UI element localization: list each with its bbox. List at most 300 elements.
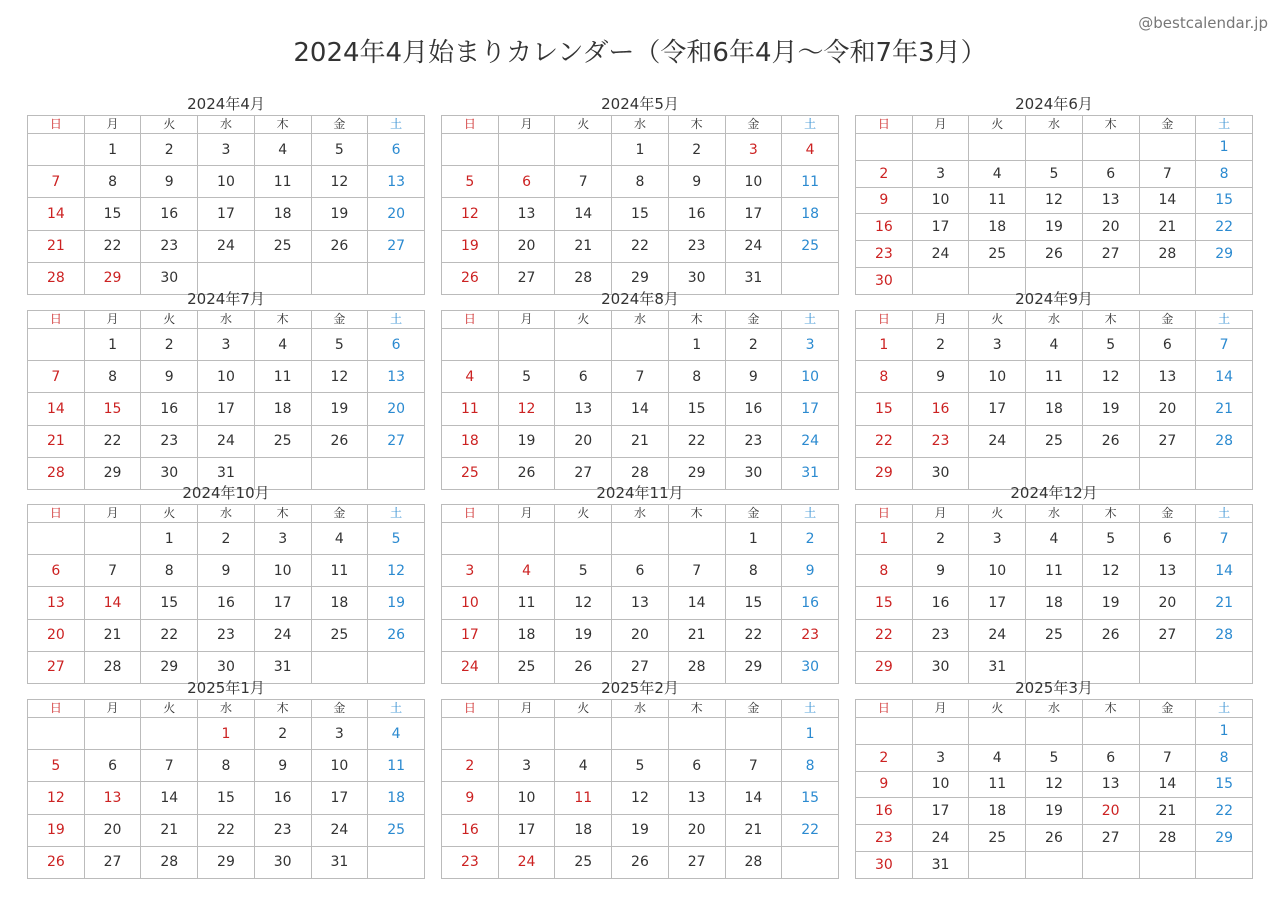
weekday-header: 木 <box>1082 116 1139 134</box>
day-cell: 30 <box>254 846 311 878</box>
weekday-header: 水 <box>198 505 255 523</box>
day-cell: 24 <box>311 814 368 846</box>
day-cell: 25 <box>254 425 311 457</box>
weekday-header: 月 <box>84 505 141 523</box>
day-cell: 18 <box>1026 587 1083 619</box>
weekday-header: 火 <box>141 700 198 718</box>
empty-cell <box>442 329 499 361</box>
weekday-header-row <box>856 116 1253 134</box>
week-row <box>28 814 425 846</box>
day-cell: 8 <box>612 166 669 198</box>
weekday-header-row <box>28 311 425 329</box>
day-cell: 5 <box>311 134 368 166</box>
weekday-header: 土 <box>368 700 425 718</box>
day-cell: 16 <box>254 782 311 814</box>
day-cell: 4 <box>254 134 311 166</box>
weekday-header: 木 <box>1082 311 1139 329</box>
day-cell: 25 <box>311 619 368 651</box>
day-cell: 11 <box>368 750 425 782</box>
day-cell: 25 <box>969 241 1026 268</box>
day-cell: 16 <box>668 198 725 230</box>
empty-cell <box>612 329 669 361</box>
day-cell: 20 <box>1139 393 1196 425</box>
empty-cell <box>1026 718 1083 745</box>
week-row <box>856 587 1253 619</box>
day-cell: 21 <box>1196 393 1253 425</box>
empty-cell <box>28 134 85 166</box>
weekday-header: 水 <box>1026 116 1083 134</box>
week-row <box>28 166 425 198</box>
empty-cell <box>555 718 612 750</box>
weekday-header: 火 <box>969 311 1026 329</box>
day-cell: 9 <box>198 555 255 587</box>
day-cell: 1 <box>668 329 725 361</box>
weekday-header: 金 <box>725 505 782 523</box>
month-table <box>855 504 1253 684</box>
day-cell: 2 <box>254 718 311 750</box>
day-cell: 12 <box>1082 361 1139 393</box>
day-cell: 10 <box>198 166 255 198</box>
week-row <box>28 555 425 587</box>
day-cell: 10 <box>912 771 969 798</box>
day-cell: 17 <box>498 814 555 846</box>
day-cell: 10 <box>725 166 782 198</box>
week-row <box>442 782 839 814</box>
day-cell: 6 <box>368 134 425 166</box>
day-cell: 31 <box>254 651 311 683</box>
day-cell: 15 <box>1196 187 1253 214</box>
day-cell: 30 <box>912 457 969 489</box>
weekday-header: 木 <box>668 505 725 523</box>
day-cell: 27 <box>1139 425 1196 457</box>
day-cell: 25 <box>498 651 555 683</box>
day-cell: 4 <box>254 329 311 361</box>
day-cell: 19 <box>311 198 368 230</box>
day-cell: 12 <box>1026 187 1083 214</box>
day-cell: 19 <box>498 425 555 457</box>
day-cell: 9 <box>141 166 198 198</box>
day-cell: 23 <box>912 425 969 457</box>
day-cell: 19 <box>1026 214 1083 241</box>
day-cell: 9 <box>141 361 198 393</box>
day-cell: 20 <box>498 230 555 262</box>
day-cell: 23 <box>668 230 725 262</box>
day-cell: 7 <box>141 750 198 782</box>
day-cell: 5 <box>368 523 425 555</box>
day-cell: 1 <box>84 329 141 361</box>
day-cell: 7 <box>555 166 612 198</box>
month-title: 2024年7月 <box>187 290 265 308</box>
month-calendar <box>441 677 839 879</box>
weekday-header: 金 <box>1139 116 1196 134</box>
weekday-header: 火 <box>141 311 198 329</box>
day-cell: 25 <box>555 846 612 878</box>
day-cell: 28 <box>1196 425 1253 457</box>
day-cell: 10 <box>254 555 311 587</box>
weekday-header: 土 <box>782 505 839 523</box>
day-cell: 21 <box>1139 214 1196 241</box>
week-row <box>442 587 839 619</box>
day-cell: 15 <box>725 587 782 619</box>
day-cell: 20 <box>555 425 612 457</box>
month-table <box>441 504 839 684</box>
weekday-header: 水 <box>1026 505 1083 523</box>
weekday-header: 土 <box>1196 311 1253 329</box>
day-cell: 9 <box>782 555 839 587</box>
day-cell: 3 <box>442 555 499 587</box>
day-cell: 24 <box>912 241 969 268</box>
day-cell: 12 <box>498 393 555 425</box>
day-cell: 9 <box>254 750 311 782</box>
month-title: 2025年1月 <box>187 679 265 697</box>
week-row <box>28 198 425 230</box>
empty-cell <box>725 718 782 750</box>
day-cell: 27 <box>668 846 725 878</box>
day-cell: 28 <box>28 457 85 489</box>
day-cell: 25 <box>969 825 1026 852</box>
day-cell: 2 <box>141 329 198 361</box>
day-cell: 9 <box>856 771 913 798</box>
weekday-header: 木 <box>668 116 725 134</box>
weekday-header-row <box>856 311 1253 329</box>
day-cell: 7 <box>28 166 85 198</box>
day-cell: 16 <box>782 587 839 619</box>
day-cell: 11 <box>1026 555 1083 587</box>
week-row <box>28 425 425 457</box>
weekday-header: 水 <box>198 700 255 718</box>
day-cell: 9 <box>912 555 969 587</box>
month-calendar <box>27 93 425 295</box>
month-table <box>855 310 1253 490</box>
day-cell: 30 <box>856 851 913 878</box>
day-cell: 15 <box>198 782 255 814</box>
weekday-header: 木 <box>254 505 311 523</box>
weekday-header-row <box>28 700 425 718</box>
month-title: 2024年8月 <box>601 290 679 308</box>
week-row <box>28 846 425 878</box>
day-cell: 21 <box>1196 587 1253 619</box>
month-calendar <box>441 93 839 295</box>
day-cell: 22 <box>198 814 255 846</box>
day-cell: 25 <box>442 457 499 489</box>
day-cell: 21 <box>141 814 198 846</box>
day-cell: 16 <box>856 798 913 825</box>
day-cell: 23 <box>912 619 969 651</box>
day-cell: 15 <box>84 393 141 425</box>
weekday-header-row <box>442 700 839 718</box>
day-cell: 20 <box>368 198 425 230</box>
week-row <box>28 523 425 555</box>
day-cell: 6 <box>1139 329 1196 361</box>
day-cell: 3 <box>969 523 1026 555</box>
weekday-header: 火 <box>555 116 612 134</box>
day-cell: 9 <box>442 782 499 814</box>
day-cell: 6 <box>1139 523 1196 555</box>
weekday-header: 火 <box>555 505 612 523</box>
week-row <box>442 198 839 230</box>
month-title: 2024年10月 <box>182 484 270 502</box>
weekday-header: 水 <box>612 116 669 134</box>
weekday-header: 日 <box>28 116 85 134</box>
day-cell: 12 <box>311 361 368 393</box>
weekday-header-row <box>856 700 1253 718</box>
empty-cell <box>1082 851 1139 878</box>
day-cell: 29 <box>856 651 913 683</box>
day-cell: 9 <box>725 361 782 393</box>
day-cell: 28 <box>84 651 141 683</box>
day-cell: 20 <box>612 619 669 651</box>
empty-cell <box>84 718 141 750</box>
day-cell: 3 <box>254 523 311 555</box>
day-cell: 3 <box>969 329 1026 361</box>
day-cell: 17 <box>198 198 255 230</box>
empty-cell <box>612 718 669 750</box>
day-cell: 24 <box>912 825 969 852</box>
day-cell: 4 <box>368 718 425 750</box>
weekday-header: 木 <box>254 700 311 718</box>
day-cell: 1 <box>856 329 913 361</box>
week-row <box>28 587 425 619</box>
day-cell: 6 <box>612 555 669 587</box>
day-cell: 17 <box>311 782 368 814</box>
weekday-header: 金 <box>1139 700 1196 718</box>
day-cell: 14 <box>141 782 198 814</box>
month-table <box>855 699 1253 879</box>
week-row <box>856 851 1253 878</box>
weekday-header-row <box>442 116 839 134</box>
day-cell: 11 <box>442 393 499 425</box>
day-cell: 27 <box>368 425 425 457</box>
day-cell: 16 <box>912 393 969 425</box>
day-cell: 25 <box>254 230 311 262</box>
weekday-header: 水 <box>612 700 669 718</box>
day-cell: 21 <box>84 619 141 651</box>
empty-cell <box>555 329 612 361</box>
day-cell: 27 <box>612 651 669 683</box>
day-cell: 4 <box>555 750 612 782</box>
day-cell: 23 <box>254 814 311 846</box>
weekday-header: 木 <box>1082 505 1139 523</box>
day-cell: 18 <box>254 393 311 425</box>
month-title: 2024年4月 <box>187 95 265 113</box>
month-calendar <box>27 677 425 879</box>
day-cell: 24 <box>442 651 499 683</box>
day-cell: 3 <box>311 718 368 750</box>
week-row <box>442 523 839 555</box>
weekday-header: 月 <box>498 505 555 523</box>
month-calendar <box>441 482 839 684</box>
month-calendar <box>855 677 1253 879</box>
day-cell: 1 <box>725 523 782 555</box>
day-cell: 17 <box>969 587 1026 619</box>
day-cell: 4 <box>311 523 368 555</box>
day-cell: 8 <box>1196 160 1253 187</box>
day-cell: 5 <box>311 329 368 361</box>
day-cell: 20 <box>28 619 85 651</box>
day-cell: 3 <box>725 134 782 166</box>
day-cell: 2 <box>198 523 255 555</box>
day-cell: 26 <box>28 846 85 878</box>
day-cell: 31 <box>311 846 368 878</box>
day-cell: 18 <box>555 814 612 846</box>
day-cell: 10 <box>498 782 555 814</box>
day-cell: 3 <box>198 329 255 361</box>
day-cell: 9 <box>668 166 725 198</box>
empty-cell <box>498 523 555 555</box>
weekday-header: 金 <box>725 700 782 718</box>
weekday-header: 水 <box>1026 311 1083 329</box>
day-cell: 10 <box>311 750 368 782</box>
empty-cell <box>84 523 141 555</box>
day-cell: 15 <box>782 782 839 814</box>
weekday-header: 火 <box>969 700 1026 718</box>
day-cell: 11 <box>969 771 1026 798</box>
day-cell: 15 <box>856 587 913 619</box>
day-cell: 8 <box>668 361 725 393</box>
day-cell: 21 <box>725 814 782 846</box>
empty-cell <box>969 851 1026 878</box>
day-cell: 3 <box>912 744 969 771</box>
weekday-header: 月 <box>912 311 969 329</box>
empty-cell <box>28 718 85 750</box>
empty-cell <box>368 846 425 878</box>
day-cell: 19 <box>442 230 499 262</box>
weekday-header: 月 <box>498 116 555 134</box>
weekday-header: 土 <box>368 311 425 329</box>
week-row <box>442 555 839 587</box>
day-cell: 26 <box>1082 619 1139 651</box>
day-cell: 6 <box>28 555 85 587</box>
empty-cell <box>668 523 725 555</box>
week-row <box>442 329 839 361</box>
day-cell: 24 <box>198 230 255 262</box>
day-cell: 7 <box>668 555 725 587</box>
day-cell: 8 <box>141 555 198 587</box>
day-cell: 10 <box>912 187 969 214</box>
day-cell: 29 <box>725 651 782 683</box>
day-cell: 14 <box>1196 555 1253 587</box>
month-table <box>27 699 425 879</box>
day-cell: 1 <box>1196 134 1253 161</box>
day-cell: 16 <box>856 214 913 241</box>
empty-cell <box>912 718 969 745</box>
week-row <box>28 361 425 393</box>
weekday-header: 火 <box>555 700 612 718</box>
empty-cell <box>782 846 839 878</box>
day-cell: 6 <box>1082 160 1139 187</box>
weekday-header-row <box>28 116 425 134</box>
day-cell: 29 <box>612 262 669 294</box>
weekday-header-row <box>442 311 839 329</box>
day-cell: 11 <box>1026 361 1083 393</box>
day-cell: 18 <box>969 214 1026 241</box>
day-cell: 18 <box>442 425 499 457</box>
day-cell: 22 <box>725 619 782 651</box>
day-cell: 3 <box>498 750 555 782</box>
day-cell: 14 <box>1139 771 1196 798</box>
day-cell: 20 <box>1082 798 1139 825</box>
empty-cell <box>498 329 555 361</box>
week-row <box>442 361 839 393</box>
day-cell: 1 <box>141 523 198 555</box>
day-cell: 19 <box>555 619 612 651</box>
day-cell: 28 <box>1139 241 1196 268</box>
day-cell: 8 <box>782 750 839 782</box>
day-cell: 19 <box>1082 393 1139 425</box>
weekday-header: 木 <box>254 116 311 134</box>
week-row <box>856 160 1253 187</box>
day-cell: 7 <box>1196 523 1253 555</box>
weekday-header: 火 <box>555 311 612 329</box>
day-cell: 23 <box>725 425 782 457</box>
weekday-header: 火 <box>141 116 198 134</box>
day-cell: 8 <box>725 555 782 587</box>
empty-cell <box>442 718 499 750</box>
day-cell: 29 <box>1196 241 1253 268</box>
day-cell: 24 <box>725 230 782 262</box>
day-cell: 14 <box>1139 187 1196 214</box>
week-row <box>856 329 1253 361</box>
week-row <box>442 230 839 262</box>
day-cell: 25 <box>1026 619 1083 651</box>
day-cell: 4 <box>782 134 839 166</box>
day-cell: 5 <box>1026 744 1083 771</box>
day-cell: 18 <box>311 587 368 619</box>
empty-cell <box>28 329 85 361</box>
week-row <box>856 425 1253 457</box>
site-credit: @bestcalendar.jp <box>1138 14 1268 32</box>
week-row <box>856 798 1253 825</box>
month-calendar <box>855 482 1253 684</box>
week-row <box>856 771 1253 798</box>
weekday-header: 土 <box>782 116 839 134</box>
day-cell: 1 <box>198 718 255 750</box>
day-cell: 18 <box>782 198 839 230</box>
month-calendar <box>27 482 425 684</box>
day-cell: 4 <box>498 555 555 587</box>
day-cell: 7 <box>1139 160 1196 187</box>
day-cell: 8 <box>198 750 255 782</box>
day-cell: 16 <box>198 587 255 619</box>
day-cell: 2 <box>668 134 725 166</box>
day-cell: 26 <box>498 457 555 489</box>
day-cell: 27 <box>28 651 85 683</box>
day-cell: 4 <box>1026 329 1083 361</box>
day-cell: 6 <box>498 166 555 198</box>
week-row <box>442 750 839 782</box>
day-cell: 14 <box>28 393 85 425</box>
day-cell: 21 <box>555 230 612 262</box>
day-cell: 12 <box>1082 555 1139 587</box>
day-cell: 10 <box>969 361 1026 393</box>
weekday-header: 日 <box>856 505 913 523</box>
weekday-header: 月 <box>84 116 141 134</box>
day-cell: 22 <box>782 814 839 846</box>
day-cell: 28 <box>28 262 85 294</box>
week-row <box>28 393 425 425</box>
week-row <box>28 782 425 814</box>
day-cell: 18 <box>498 619 555 651</box>
week-row <box>28 230 425 262</box>
day-cell: 15 <box>856 393 913 425</box>
day-cell: 31 <box>912 851 969 878</box>
day-cell: 14 <box>668 587 725 619</box>
day-cell: 5 <box>555 555 612 587</box>
day-cell: 7 <box>725 750 782 782</box>
day-cell: 6 <box>668 750 725 782</box>
page-title: 2024年4月始まりカレンダー（令和6年4月〜令和7年3月） <box>293 38 987 68</box>
day-cell: 7 <box>84 555 141 587</box>
